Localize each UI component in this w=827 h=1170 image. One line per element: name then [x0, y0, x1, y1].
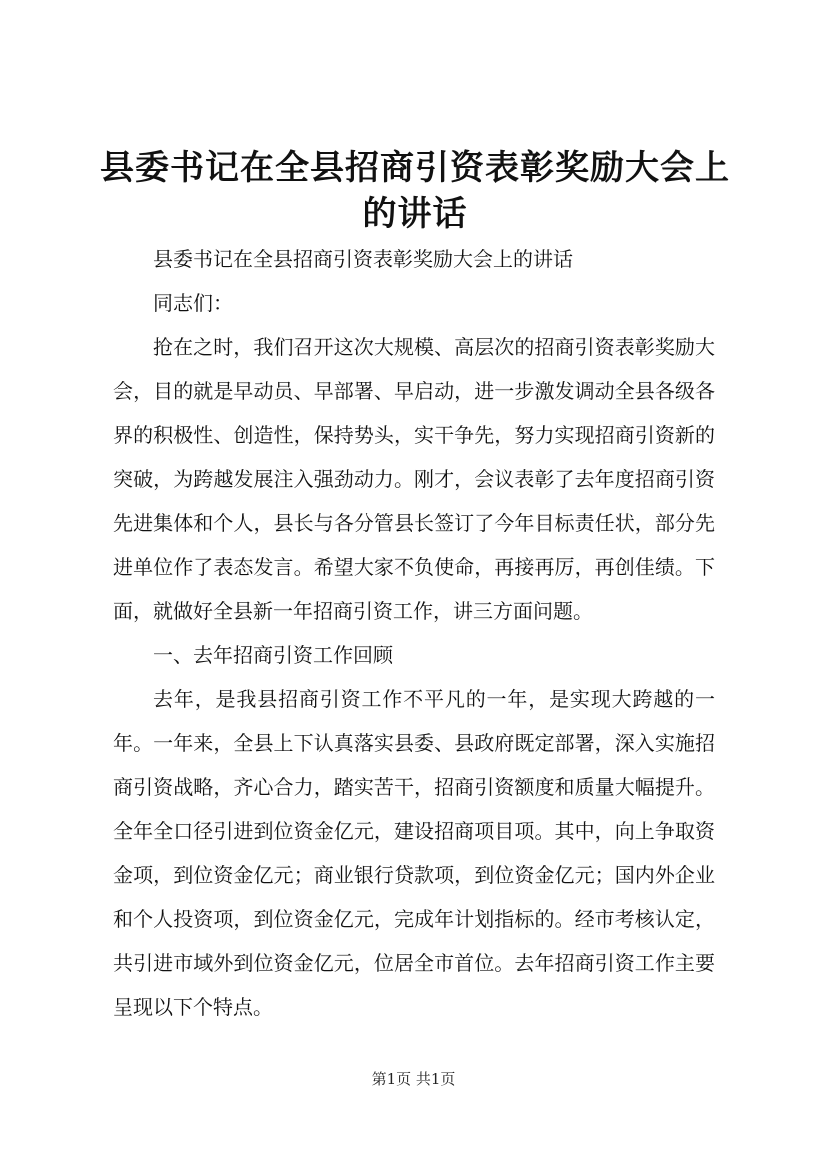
document-body — [113, 237, 715, 1029]
document-title: 县委书记在全县招商引资表彰奖励大会上的讲话 — [100, 148, 730, 234]
section-heading: 一、去年招商引资工作回顾 — [153, 643, 393, 667]
subtitle-paragraph: 县委书记在全县招商引资表彰奖励大会上的讲话 — [153, 247, 573, 271]
review-paragraph: 去年，是我县招商引资工作不平凡的一年，是实现大跨越的一年。一年来，全县上下认真落实县委、县政府既定部署，深入实施招商引资战略，齐心合力，踏实苦干，招商引资额度和质量大幅提升。全年全口径引进到位资金亿元，建设招商项目项。其中，向上争取资金项，到位资金亿元；商业银行贷款项，到位资金亿元；国内外企业和个人投资项，到位资金亿元，完成年计划指标的。经市考核认定，共引进市域外到位资金亿元，位居全市首位。去年招商引资工作主要呈现以下个特点。 — [113, 687, 715, 1019]
page-number-footer: 第1页 共1页 — [371, 1070, 456, 1088]
salutation-paragraph: 同志们： — [153, 291, 233, 315]
intro-paragraph: 抢在之时，我们召开这次大规模、高层次的招商引资表彰奖励大会，目的就是早动员、早部署、早启动，进一步激发调动全县各级各界的积极性、创造性，保持势头，实干争先，努力实现招商引资新的突破，为跨越发展注入强劲动力。刚才，会议表彰了去年度招商引资先进集体和个人，县长与各分管县长签订了今年目标责任状，部分先进单位作了表态发言。希望大家不负使命，再接再厉，再创佳绩。下面，就做好全县新一年招商引资工作，讲三方面问题。 — [113, 335, 715, 623]
